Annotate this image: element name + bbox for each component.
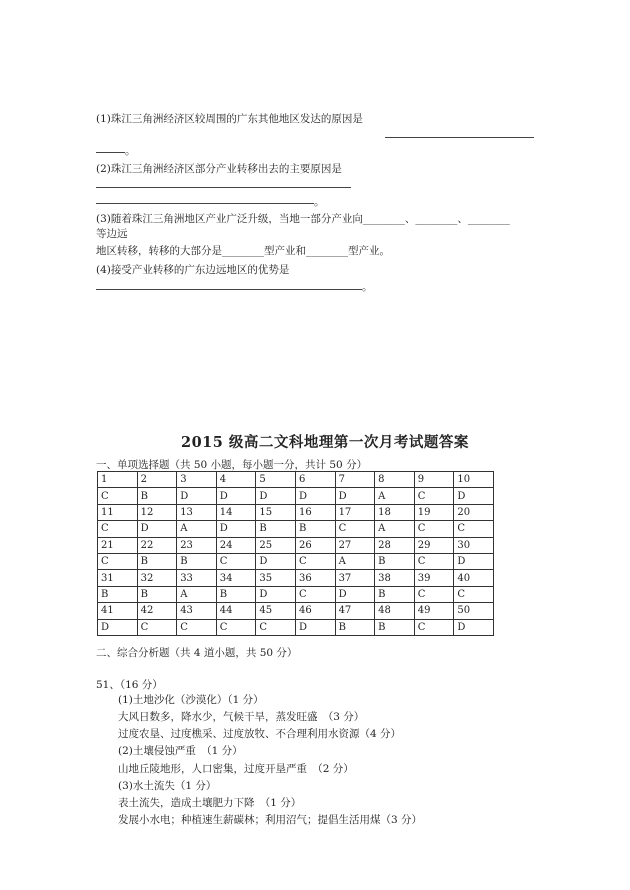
question-number-cell: 35 [256, 570, 296, 586]
question-2-answer-line [96, 187, 351, 188]
question-number-cell: 14 [216, 504, 256, 520]
question-3-text-cont: 等边远 [96, 228, 128, 240]
question-number-cell: 3 [177, 472, 217, 488]
question-2-end: 。 [314, 196, 325, 208]
table-row-numbers [98, 537, 494, 553]
question-number-cell: 32 [137, 570, 177, 586]
table-row-answers [98, 553, 494, 569]
answer-cell: D [98, 619, 138, 635]
answer-cell: C [414, 619, 454, 635]
question-number-cell: 26 [295, 537, 335, 553]
answer-table [97, 471, 494, 636]
question-number-cell: 40 [454, 570, 494, 586]
question-number-cell: 15 [256, 504, 296, 520]
answer-cell: B [256, 521, 296, 537]
question-number-cell: 19 [414, 504, 454, 520]
answer-cell: C [295, 586, 335, 602]
answer-cell: B [216, 586, 256, 602]
answer-cell: C [256, 619, 296, 635]
question-number-cell: 50 [454, 603, 494, 619]
answer-cell: D [256, 553, 296, 569]
answer-cell: B [375, 619, 415, 635]
answer-cell: C [177, 619, 217, 635]
answer-cell: D [256, 586, 296, 602]
answer-cell: D [335, 586, 375, 602]
question-3-text: (3)随着珠江三角洲地区产业广泛升级，当地一部分产业向________、________、________ [96, 213, 510, 225]
answer-cell: A [177, 586, 217, 602]
question-number-cell: 31 [98, 570, 138, 586]
question-number-cell: 27 [335, 537, 375, 553]
question-number-cell: 12 [137, 504, 177, 520]
question-1-answer-line [385, 137, 534, 138]
answer-cell: C [414, 521, 454, 537]
table-row-answers [98, 586, 494, 602]
q51-answer-line: 山地丘陵地形，人口密集，过度开垦严重 （2 分） [118, 763, 354, 775]
answer-cell: C [414, 586, 454, 602]
question-number-cell: 43 [177, 603, 217, 619]
table-row-numbers [98, 472, 494, 488]
answer-cell: D [177, 488, 217, 504]
q51-answer-line: 表土流失，造成土壤肥力下降 （1 分） [118, 797, 302, 809]
answer-cell: C [414, 488, 454, 504]
question-number-cell: 5 [256, 472, 296, 488]
question-number-cell: 38 [375, 570, 415, 586]
question-number-cell: 36 [295, 570, 335, 586]
q51-answer-line: 发展小水电；种植速生薪碳林；利用沼气；提倡生活用煤（3 分） [118, 814, 423, 826]
answer-cell: D [295, 488, 335, 504]
question-number-cell: 37 [335, 570, 375, 586]
question-number-cell: 49 [414, 603, 454, 619]
answer-cell: C [98, 488, 138, 504]
answer-cell: C [335, 521, 375, 537]
question-4-text: (4)接受产业转移的广东边远地区的优势是 [96, 264, 290, 276]
question-number-cell: 11 [98, 504, 138, 520]
answer-cell: D [216, 521, 256, 537]
question-number-cell: 21 [98, 537, 138, 553]
table-row-numbers [98, 603, 494, 619]
question-number-cell: 29 [414, 537, 454, 553]
answer-cell: C [454, 586, 494, 602]
question-2-answer-line-2 [96, 203, 314, 204]
answer-cell: B [335, 619, 375, 635]
answer-cell: B [137, 553, 177, 569]
answer-cell: C [454, 521, 494, 537]
q51-answer-line: (3)水土流失（1 分） [118, 780, 217, 792]
answer-cell: D [216, 488, 256, 504]
question-number-cell: 33 [177, 570, 217, 586]
question-number-cell: 34 [216, 570, 256, 586]
question-number-cell: 6 [295, 472, 335, 488]
table-row-answers [98, 619, 494, 635]
question-number-cell: 47 [335, 603, 375, 619]
answer-cell: B [137, 488, 177, 504]
question-number-cell: 42 [137, 603, 177, 619]
answer-cell: C [414, 553, 454, 569]
answer-cell: C [216, 619, 256, 635]
answer-cell: D [454, 553, 494, 569]
answer-cell: C [295, 553, 335, 569]
question-number-cell: 41 [98, 603, 138, 619]
q51-answer-line: 过度农垦、过度樵采、过度放牧、不合理利用水资源（4 分） [118, 728, 402, 740]
answer-cell: D [454, 619, 494, 635]
answer-cell: A [375, 521, 415, 537]
question-number-cell: 9 [414, 472, 454, 488]
question-number-cell: 45 [256, 603, 296, 619]
answer-cell: D [137, 521, 177, 537]
answer-cell: B [137, 586, 177, 602]
question-number-cell: 25 [256, 537, 296, 553]
question-number-cell: 28 [375, 537, 415, 553]
table-row-answers [98, 521, 494, 537]
table-row-numbers [98, 504, 494, 520]
question-number-cell: 17 [335, 504, 375, 520]
answer-cell: C [137, 619, 177, 635]
answer-cell: A [177, 521, 217, 537]
answer-cell: D [256, 488, 296, 504]
question-number-cell: 24 [216, 537, 256, 553]
question-number-cell: 18 [375, 504, 415, 520]
question-1-end: 。 [125, 145, 136, 157]
answer-cell: B [375, 553, 415, 569]
answer-cell: B [177, 553, 217, 569]
question-2-text: (2)珠江三角洲经济区部分产业转移出去的主要原因是 [96, 163, 342, 175]
question-number-cell: 44 [216, 603, 256, 619]
question-number-cell: 7 [335, 472, 375, 488]
question-3-text-line2: 地区转移，转移的大部分是________型产业和________型产业。 [96, 245, 390, 257]
question-1-text: (1)珠江三角洲经济区较周围的广东其他地区发达的原因是 [96, 113, 363, 125]
answer-cell: D [295, 619, 335, 635]
question-number-cell: 4 [216, 472, 256, 488]
question-1-answer-line-2 [96, 152, 125, 153]
question-number-cell: 2 [137, 472, 177, 488]
question-4-end: 。 [362, 281, 373, 293]
table-row-answers [98, 488, 494, 504]
answer-cell: B [98, 586, 138, 602]
question-4-answer-line [96, 289, 362, 290]
question-number-cell: 39 [414, 570, 454, 586]
q51-header: 51、（16 分） [96, 679, 163, 691]
answer-cell: B [295, 521, 335, 537]
question-number-cell: 1 [98, 472, 138, 488]
answer-cell: A [335, 553, 375, 569]
answer-cell: B [375, 586, 415, 602]
question-number-cell: 22 [137, 537, 177, 553]
question-number-cell: 30 [454, 537, 494, 553]
answer-cell: C [98, 521, 138, 537]
answer-cell: D [335, 488, 375, 504]
q51-answer-line: (2)土壤侵蚀严重 （1 分） [118, 745, 243, 757]
question-number-cell: 48 [375, 603, 415, 619]
table-row-numbers [98, 570, 494, 586]
answer-cell: A [375, 488, 415, 504]
question-number-cell: 8 [375, 472, 415, 488]
answer-cell: C [98, 553, 138, 569]
question-number-cell: 16 [295, 504, 335, 520]
question-number-cell: 20 [454, 504, 494, 520]
section-1-heading: 一、单项选择题（共 50 小题，每小题一分，共计 50 分） [96, 459, 368, 471]
section-2-heading: 二、综合分析题（共 4 道小题，共 50 分） [96, 647, 298, 659]
answer-cell: D [454, 488, 494, 504]
question-number-cell: 23 [177, 537, 217, 553]
q51-answer-line: (1)土地沙化（沙漠化）（1 分） [118, 694, 264, 706]
q51-answer-line: 大风日数多，降水少，气候干旱，蒸发旺盛 （3 分） [118, 711, 365, 723]
question-number-cell: 13 [177, 504, 217, 520]
answer-key-title: 2015 级高二文科地理第一次月考试题答案 [181, 434, 469, 451]
question-number-cell: 46 [295, 603, 335, 619]
question-number-cell: 10 [454, 472, 494, 488]
answer-cell: C [216, 553, 256, 569]
